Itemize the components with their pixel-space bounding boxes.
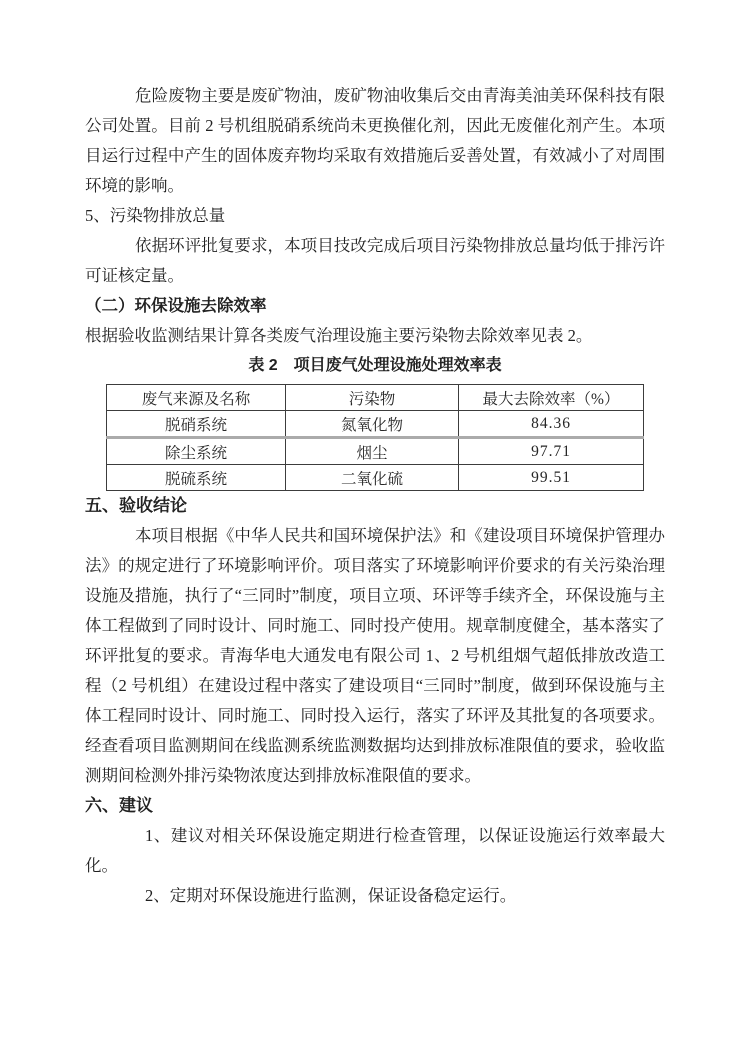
- table-header-source: 废气来源及名称: [107, 385, 286, 411]
- table-caption: 表 2 项目废气处理设施处理效率表: [248, 357, 502, 374]
- table-row: [107, 438, 644, 465]
- heading-conclusion: 五、验收结论: [85, 496, 187, 515]
- heading-removal-efficiency: （二）环保设施去除效率: [85, 297, 267, 315]
- table-cell-source: 除尘系统: [107, 438, 286, 465]
- heading-suggestions: 六、建议: [85, 796, 153, 815]
- paragraph-hazardous-waste: 危险废物主要是废矿物油，废矿物油收集后交由青海美油美环保科技有限公司处置。目前 2 号机组脱硝系统尚未更换催化剂，因此无废催化剂产生。本项目运行过程中产生的固体废弃物均采取有效措施后妥善处置，有效减小了对周围环境的影响。: [85, 86, 665, 195]
- table-header-efficiency: 最大去除效率（%）: [459, 385, 644, 411]
- table-row: [107, 465, 644, 491]
- suggestion-item-1: 1、建议对相关环保设施定期进行检查管理，以保证设施运行效率最大化。: [85, 826, 665, 875]
- paragraph-pollutant-total: 依据环评批复要求，本项目技改完成后项目污染物排放总量均低于排污许可证核定量。: [85, 236, 665, 285]
- table-cell-pollutant: 烟尘: [286, 438, 459, 465]
- suggestion-item-2: 2、定期对环保设施进行监测，保证设备稳定运行。: [145, 886, 517, 905]
- table-cell-source: 脱硫系统: [107, 465, 286, 491]
- table-cell-pollutant: 氮氧化物: [286, 411, 459, 438]
- table-cell-efficiency: 84.36: [459, 411, 644, 438]
- table-cell-source: 脱硝系统: [107, 411, 286, 438]
- paragraph-conclusion: 本项目根据《中华人民共和国环境保护法》和《建设项目环境保护管理办法》的规定进行了环境影响评价。项目落实了环境影响评价要求的有关污染治理设施及措施，执行了“三同时”制度，项目立项、环评等手续齐全，环保设施与主体工程做到了同时设计、同时施工、同时投产使用。规章制度健全，基本落实了环评批复的要求。青海华电大通发电有限公司 1、2 号机组烟气超低排放改造工程（2 号机组）在建设过程中落实了建设项目“三同时”制度，做到环保设施与主体工程同时设计、同时施工、同时投入运行，落实了环评及其批复的各项要求。经查看项目监测期间在线监测系统监测数据均达到排放标准限值的要求，验收监测期间检测外排污染物浓度达到排放标准限值的要求。: [85, 526, 665, 785]
- table-cell-pollutant: 二氧化硫: [286, 465, 459, 491]
- table-header-pollutant: 污染物: [286, 385, 459, 411]
- subheading-pollutant-total: 5、污染物排放总量: [85, 206, 226, 225]
- document-content: [85, 81, 665, 911]
- table-cell-efficiency: 99.51: [459, 465, 644, 491]
- table-cell-efficiency: 97.71: [459, 438, 644, 465]
- table-header-row: [107, 385, 644, 411]
- efficiency-table: [106, 384, 644, 491]
- paragraph-table-intro: 根据验收监测结果计算各类废气治理设施主要污染物去除效率见表 2。: [85, 326, 593, 345]
- table-row: [107, 411, 644, 438]
